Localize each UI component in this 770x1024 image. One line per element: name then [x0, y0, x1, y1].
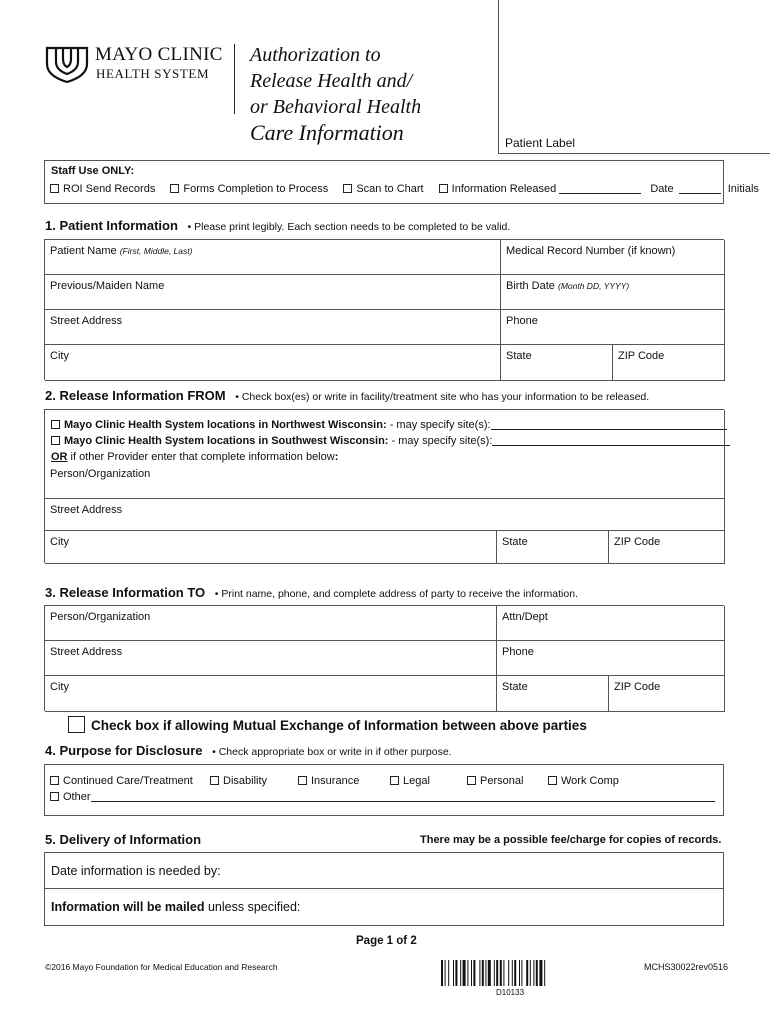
nw-label: Mayo Clinic Health System locations in Northwest Wisconsin:	[64, 419, 387, 431]
form-title-line: Care Information	[250, 120, 404, 145]
section4-title	[45, 743, 452, 758]
zip-label: ZIP Code	[618, 350, 665, 362]
purpose-label: Work Comp	[561, 775, 619, 787]
from-city-label: City	[50, 536, 69, 548]
section2-note-text: Check box(es) or write in facility/treatment site who has your information to be released.	[241, 391, 650, 403]
staff-date-field[interactable]	[679, 193, 721, 194]
checkbox-icon[interactable]	[50, 792, 59, 801]
checkbox-icon[interactable]	[51, 436, 60, 445]
sw-sites-label: - may specify site(s):	[388, 435, 493, 447]
other-provider-line	[51, 451, 338, 463]
purpose-continued-care[interactable]	[50, 775, 193, 787]
checkbox-icon[interactable]	[439, 184, 448, 193]
sw-label: Mayo Clinic Health System locations in Southwest Wisconsin:	[64, 435, 389, 447]
state-field[interactable]	[501, 345, 613, 381]
barcode-text: D10133	[496, 988, 525, 997]
form-code: MCHS30022rev0516	[644, 962, 729, 972]
to-city-field[interactable]	[45, 676, 497, 712]
staff-use-title: Staff Use ONLY:	[51, 165, 135, 177]
sw-wisconsin-option[interactable]	[51, 435, 730, 447]
release-from-options	[45, 410, 725, 498]
to-phone-label: Phone	[502, 646, 534, 658]
birth-date-label: Birth Date	[506, 280, 555, 292]
checkbox-icon[interactable]	[343, 184, 352, 193]
to-street-label: Street Address	[50, 646, 123, 658]
form-title-line: Release Health and/	[250, 70, 413, 92]
purpose-insurance[interactable]	[298, 775, 359, 787]
section2-heading: 2. Release Information FROM	[45, 388, 226, 403]
from-state-field[interactable]	[497, 531, 609, 564]
section3-title	[45, 585, 578, 600]
checkbox-icon[interactable]	[467, 776, 476, 785]
mrn-label: Medical Record Number (if known)	[506, 245, 676, 257]
staff-date-label: Date	[650, 183, 674, 195]
purpose-personal[interactable]	[467, 775, 523, 787]
phone-field[interactable]	[501, 310, 725, 345]
checkbox-icon[interactable]	[51, 420, 60, 429]
birth-date-hint: (Month DD, YYYY)	[557, 281, 630, 291]
from-person-field[interactable]	[50, 468, 150, 480]
staff-use-box	[44, 160, 724, 204]
checkbox-icon[interactable]	[50, 184, 59, 193]
staff-item-label: Scan to Chart	[356, 183, 424, 195]
staff-checkbox-released[interactable]	[439, 183, 557, 195]
to-person-field[interactable]	[45, 606, 497, 641]
section1-note-text: Please print legibly. Each section needs to be completed to be valid.	[194, 221, 511, 233]
mutual-exchange-checkbox[interactable]	[68, 716, 85, 733]
section1-title	[45, 218, 510, 233]
maiden-name-label: Previous/Maiden Name	[50, 280, 165, 292]
staff-checkbox-roi[interactable]	[50, 183, 155, 195]
to-street-field[interactable]	[45, 641, 497, 676]
staff-checkbox-scan[interactable]	[343, 183, 423, 195]
form-title-line: Authorization to	[250, 44, 381, 66]
patient-name-hint: (First, Middle, Last)	[119, 246, 193, 256]
from-zip-label: ZIP Code	[614, 536, 661, 548]
mailed-rest-label: unless specified:	[204, 900, 301, 914]
purpose-work-comp[interactable]	[548, 775, 619, 787]
section1-heading: 1. Patient Information	[45, 218, 178, 233]
purpose-label: Disability	[223, 775, 268, 787]
birth-date-field[interactable]	[501, 275, 725, 310]
staff-use-row	[50, 183, 759, 195]
checkbox-icon[interactable]	[50, 776, 59, 785]
patient-label-area[interactable]	[498, 0, 770, 154]
checkbox-icon[interactable]	[390, 776, 399, 785]
to-attn-field[interactable]	[497, 606, 725, 641]
purpose-label: Continued Care/Treatment	[63, 775, 193, 787]
from-zip-field[interactable]	[609, 531, 725, 564]
copyright: ©2016 Mayo Foundation for Medical Education and Research	[45, 962, 278, 972]
to-zip-field[interactable]	[609, 676, 725, 712]
sw-sites-field[interactable]	[492, 445, 730, 446]
phone-label: Phone	[506, 315, 538, 327]
purpose-disability[interactable]	[210, 775, 267, 787]
staff-item-label: Forms Completion to Process	[183, 183, 329, 195]
staff-checkbox-forms[interactable]	[170, 183, 328, 195]
city-label: City	[50, 350, 69, 362]
released-line-field[interactable]	[559, 193, 641, 194]
mailed-bold-label: Information will be mailed	[51, 900, 205, 914]
purpose-box	[44, 764, 724, 816]
checkbox-icon[interactable]	[210, 776, 219, 785]
header-divider	[234, 44, 235, 114]
from-state-label: State	[502, 536, 528, 548]
checkbox-icon[interactable]	[548, 776, 557, 785]
staff-item-label: ROI Send Records	[63, 183, 156, 195]
nw-sites-label: - may specify site(s):	[386, 419, 491, 431]
zip-field[interactable]	[613, 345, 725, 381]
section3-heading: 3. Release Information TO	[45, 585, 206, 600]
section2-note: • Check box(es) or write in facility/treatment site who has your information to be released.	[235, 391, 650, 403]
mayo-shield-logo-icon	[44, 44, 90, 84]
from-street-label: Street Address	[50, 504, 123, 516]
state-label: State	[506, 350, 532, 362]
release-to-table	[44, 605, 724, 711]
from-person-label: Person/Organization	[50, 468, 151, 480]
section1-note: • Please print legibly. Each section needs to be completed to be valid.	[187, 221, 511, 233]
purpose-label: Insurance	[311, 775, 360, 787]
maiden-name-field[interactable]	[45, 275, 501, 310]
section4-note-text: Check appropriate box or write in if other purpose.	[218, 746, 452, 758]
or-colon: :	[334, 451, 339, 463]
nw-sites-field[interactable]	[491, 429, 727, 430]
to-person-label: Person/Organization	[50, 611, 151, 623]
checkbox-icon[interactable]	[298, 776, 307, 785]
org-name-line1: MAYO CLINIC	[95, 44, 223, 65]
or-word: OR	[51, 451, 68, 463]
fee-note: There may be a possible fee/charge for copies of records.	[420, 834, 722, 846]
mailed-line	[51, 900, 300, 914]
purpose-other[interactable]	[50, 791, 715, 803]
staff-initials-label: Initials	[727, 183, 759, 195]
to-state-label: State	[502, 681, 528, 693]
street-address-label: Street Address	[50, 315, 123, 327]
page-number: Page 1 of 2	[356, 935, 417, 947]
or-text: if other Provider enter that complete information below	[67, 451, 335, 463]
purpose-other-label: Other	[63, 791, 91, 803]
purpose-label: Legal	[403, 775, 430, 787]
purpose-label: Personal	[480, 775, 524, 787]
to-phone-field[interactable]	[497, 641, 725, 676]
to-attn-label: Attn/Dept	[502, 611, 548, 623]
section2-title	[45, 388, 649, 403]
city-field[interactable]	[45, 345, 501, 381]
section3-note-text: Print name, phone, and complete address of party to receive the information.	[221, 588, 578, 600]
nw-wisconsin-option[interactable]	[51, 419, 727, 431]
from-street-field[interactable]	[45, 498, 725, 531]
section4-heading: 4. Purpose for Disclosure	[45, 743, 203, 758]
mrn-field[interactable]	[501, 240, 725, 275]
patient-info-table	[44, 239, 724, 380]
section5-title: 5. Delivery of Information	[45, 832, 202, 847]
section3-note: • Print name, phone, and complete address of party to receive the information.	[214, 588, 578, 600]
section4-note: • Check appropriate box or write in if other purpose.	[212, 746, 452, 758]
patient-name-field[interactable]	[45, 240, 501, 275]
purpose-legal[interactable]	[390, 775, 430, 787]
patient-label-caption: Patient Label	[505, 136, 576, 150]
to-state-field[interactable]	[497, 676, 609, 712]
barcode-icon	[441, 960, 585, 986]
mutual-exchange-label: Check box if allowing Mutual Exchange of Information between above parties	[91, 718, 587, 733]
form-title	[250, 42, 421, 146]
release-from-table	[44, 409, 724, 563]
street-address-field[interactable]	[45, 310, 501, 345]
date-needed-label: Date information is needed by:	[51, 864, 221, 878]
to-city-label: City	[50, 681, 69, 693]
staff-item-label: Information Released	[451, 183, 557, 195]
form-title-line: or Behavioral Health	[250, 96, 422, 118]
org-name-line2: HEALTH SYSTEM	[96, 66, 210, 81]
to-zip-label: ZIP Code	[614, 681, 661, 693]
checkbox-icon[interactable]	[170, 184, 179, 193]
patient-name-label: Patient Name	[50, 245, 117, 257]
mutual-exchange-option[interactable]	[68, 716, 587, 733]
from-city-field[interactable]	[45, 531, 497, 564]
purpose-other-field[interactable]	[91, 801, 715, 802]
